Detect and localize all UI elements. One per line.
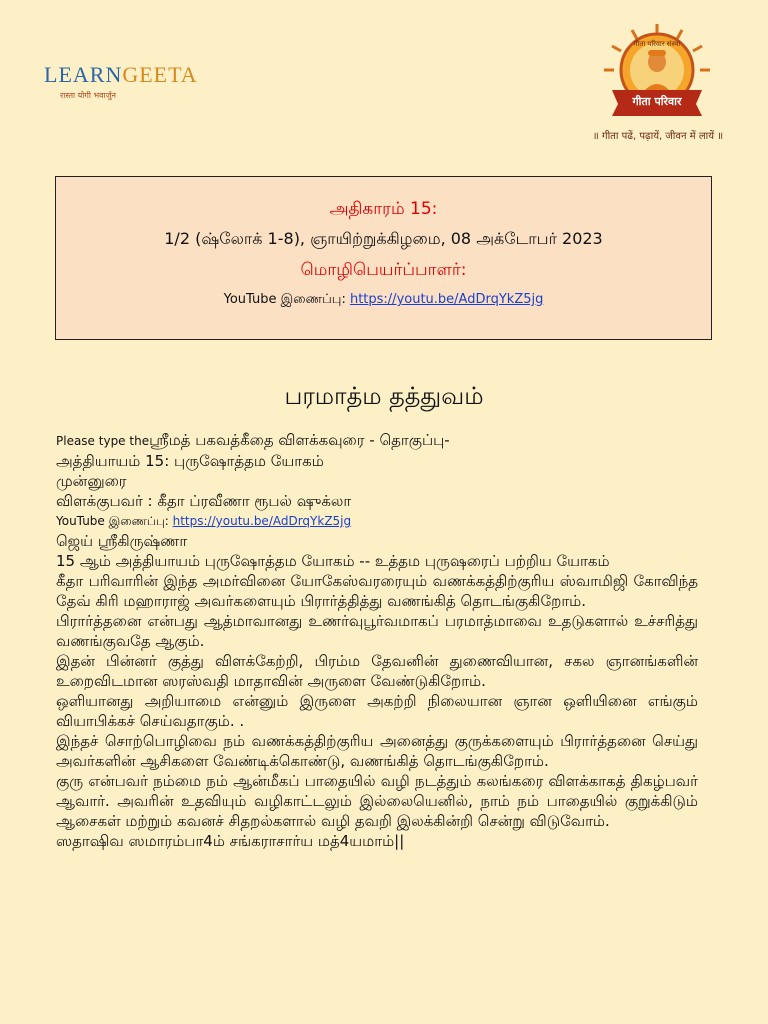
seal-top-text: गीता परिवार संस्था	[633, 40, 681, 48]
youtube-label: YouTube இணைப்பு:	[223, 292, 350, 307]
learngeeta-logo	[44, 62, 198, 101]
paragraph-2: கீதா பரிவாரின் இந்த அமர்வினை யோகேஸ்வரரையும் வணக்கத்திற்குரிய ஸ்வாமிஜி கோவிந்த தேவ் கிரி மஹாராஜ் அவர்களையும் பிரார்த்தித்து வணங்கித் தொடங்குகிறோம்.	[56, 572, 698, 610]
session-info-box	[55, 176, 712, 340]
body-youtube-link[interactable]: https://youtu.be/AdDrqYkZ5jg	[172, 514, 352, 528]
type-prompt: Please type the	[56, 434, 150, 448]
paragraph-6: இந்தச் சொற்பொழிவை நம் வணக்கத்திற்குரிய அனைத்து குருக்களையும் பிரார்த்தனை செய்து அவர்களின் ஆசிகளை வேண்டிக்கொண்டு, வணங்கித் தொடங்குகிறோம்.	[56, 732, 698, 770]
chapter-heading: அதிகாரம் 15:	[329, 199, 438, 219]
body-youtube-row	[56, 511, 698, 531]
paragraph-5: ஒளியானது அறியாமை என்னும் இருளை அகற்றி நிலையான ஞான ஒளியினை எங்கும் வியாபிக்கச் செய்வதாகும். .	[56, 692, 698, 730]
page-header	[0, 0, 768, 160]
paragraph-4: இதன் பின்னர் குத்து விளக்கேற்றி, பிரம்ம தேவனின் துணைவியான, சகல ஞானங்களின் உறைவிடமான ஸரஸ்வதி மாதாவின் அருளை வேண்டுகிறோம்.	[56, 652, 698, 690]
gita-parivar-seal-icon	[592, 20, 722, 125]
seal-banner-text: गीता परिवार	[632, 95, 682, 108]
learngeeta-tagline: रास्ता योगी भवार्जुन	[60, 91, 116, 100]
session-date-line: 1/2 (ஷ்லோக் 1-8), ஞாயிற்றுக்கிழமை, 08 அக்டோபர் 2023	[164, 229, 603, 248]
chapter-line: அத்தியாயம் 15: புருஷோத்தம யோகம்	[56, 452, 324, 470]
preface-line: முன்னுரை	[56, 472, 127, 490]
document-body	[56, 430, 698, 851]
learngeeta-wordmark	[44, 62, 198, 88]
body-youtube-label: YouTube இணைப்பு:	[56, 514, 173, 528]
paragraph-8: ஸதாஷிவ ஸமாரம்பா4ம் சங்கராசார்ய மத்4யமாம்||	[56, 832, 405, 850]
compilation-title: ஸ்ரீமத் பகவத்கீதை விளக்கவுரை - தொகுப்பு-	[149, 431, 450, 449]
translator-heading: மொழிபெயர்ப்பாளர்:	[300, 260, 467, 280]
youtube-link[interactable]: https://youtu.be/AdDrqYkZ5jg	[349, 292, 544, 307]
paragraph-7: குரு என்பவர் நம்மை நம் ஆன்மீகப் பாதையில் வழி நடத்தும் கலங்கரை விளக்காகத் திகழ்பவர் ஆவார். அவரின் உதவியும் வழிகாட்டலும் இல்லையெனில், நாம் நம் பாதையில் குறுக்கிடும் ஆசைகள் மற்றும் கவனச் சிதறல்களால் வழி தவறி இலக்கின்றி சென்று விடுவோம்.	[56, 772, 698, 830]
brand-part-learn: LEARN	[44, 62, 123, 87]
intro-line	[56, 430, 698, 451]
paragraph-1: 15 ஆம் அத்தியாயம் புருஷோத்தம யோகம் -- உத்தம புருஷரைப் பற்றிய யோகம்	[56, 552, 610, 570]
gita-parivar-motto: ॥ गीता पढें, पढ़ायें, जीवन में लायें ॥	[592, 131, 724, 142]
youtube-link-row	[56, 292, 711, 308]
page-title: பரமாத்ம தத்துவம்	[284, 382, 484, 410]
gita-parivar-logo	[592, 20, 724, 142]
greeting-line: ஜெய் ஸ்ரீகிருஷ்ணா	[56, 532, 188, 550]
paragraph-3: பிரார்த்தனை என்பது ஆத்மாவானது உணர்வுபூர்வமாகப் பரமாத்மாவை உதடுகளால் உச்சரித்து வணங்குவதே ஆகும்.	[56, 612, 698, 650]
brand-part-geeta: GEETA	[122, 62, 198, 87]
speaker-line: விளக்குபவர் : கீதா ப்ரவீணா ரூபல் ஷுக்லா	[56, 492, 352, 510]
